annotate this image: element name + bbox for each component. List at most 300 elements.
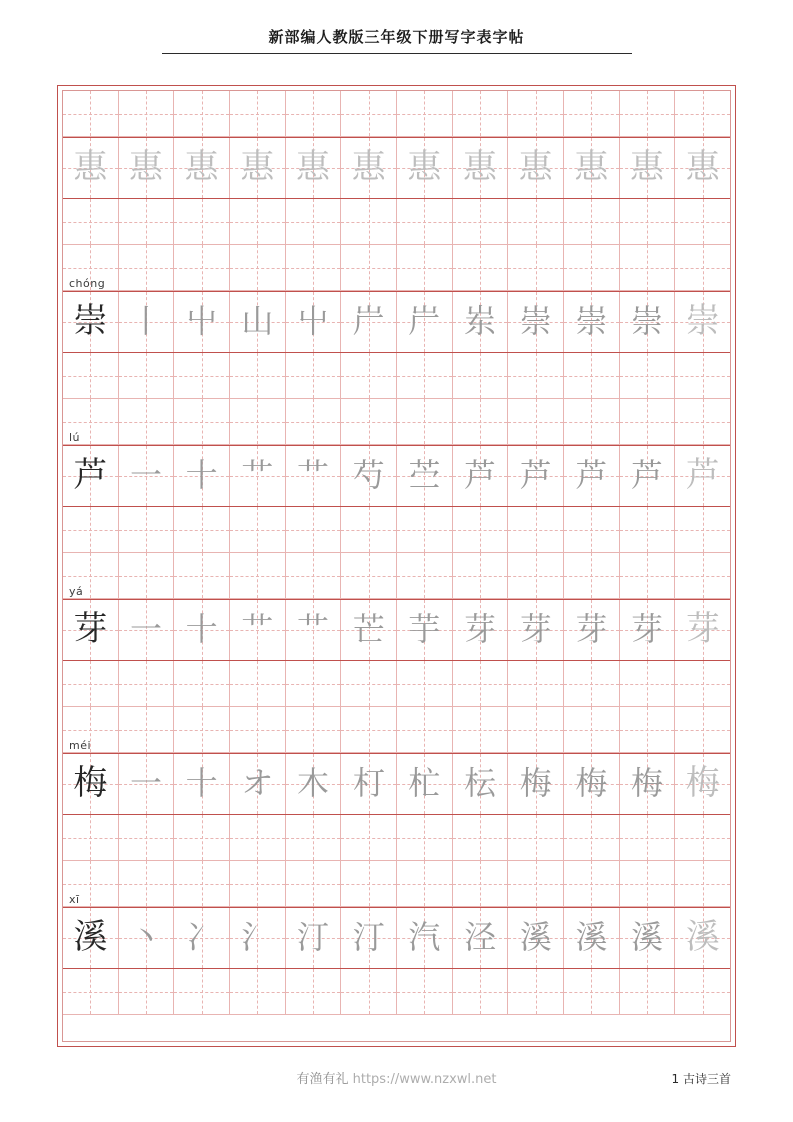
stroke-step-character: 艹 [241,456,274,494]
cell-guide-horizontal [174,576,229,577]
cell-guide-horizontal [564,684,619,685]
cell-guide-horizontal [63,576,118,577]
stroke-step-character: 木 [297,764,330,802]
stroke-step-character: 汽 [408,918,441,956]
cell-guide-horizontal [174,268,229,269]
grid-cell [119,446,175,506]
grid-cell [341,600,397,660]
cell-guide-horizontal [230,114,285,115]
cell-guide-horizontal [63,376,118,377]
grid-cell [564,138,620,198]
cell-guide-horizontal [341,576,396,577]
cell-guide-horizontal [286,530,341,531]
cell-guide-horizontal [508,992,563,993]
cell-guide-horizontal [174,114,229,115]
grid-cell [63,507,119,552]
cell-guide-horizontal [397,268,452,269]
practice-sheet [57,85,736,1047]
page-number-label: 1 古诗三首 [671,1072,731,1086]
cell-guide-horizontal [620,376,675,377]
cell-guide-horizontal [286,268,341,269]
blank-practice-row [63,661,730,707]
grid-cell [286,754,342,814]
cell-guide-horizontal [620,992,675,993]
grid-cell [453,908,509,968]
stroke-step-character: 枟 [464,764,497,802]
cell-guide-horizontal [63,268,118,269]
grid-cell [397,707,453,752]
cell-guide-horizontal [174,992,229,993]
stroke-step-character: 丨 [130,302,163,340]
grid-cell [174,661,230,706]
stroke-step-character: オ [241,764,274,802]
grid-cell [230,245,286,290]
grid-cell [286,353,342,398]
pinyin-label: méi [69,739,92,752]
stroke-step-character: 梅 [631,764,664,802]
grid-cell [63,553,119,598]
pinyin-label: yá [69,585,84,598]
grid-cell [119,600,175,660]
grid-cell [675,707,730,752]
grid-cell [286,199,342,244]
grid-cell [286,815,342,860]
cell-guide-horizontal [286,422,341,423]
cell-guide-horizontal [174,222,229,223]
grid-cell [397,91,453,136]
cell-guide-horizontal [63,838,118,839]
grid-cell [341,661,397,706]
cell-guide-horizontal [119,422,174,423]
cell-guide-horizontal [286,576,341,577]
grid-cell [508,553,564,598]
grid-cell [286,861,342,906]
grid-cell [174,507,230,552]
blank-practice-row [63,199,730,245]
grid-cell [341,199,397,244]
grid-cell [564,245,620,290]
title-underline [162,53,632,54]
stroke-step-character: 泾 [464,918,497,956]
stroke-step-character: 氵 [241,918,274,956]
grid-cell [174,861,230,906]
blank-practice-row [63,399,730,445]
grid-cell [119,507,175,552]
stroke-step-character: 艹 [297,456,330,494]
cell-guide-horizontal [341,376,396,377]
cell-guide-horizontal [397,838,452,839]
grid-cell [286,553,342,598]
stroke-step-character: 惠 [351,147,386,187]
grid-cell [397,600,453,660]
cell-guide-horizontal [397,684,452,685]
grid-cell [174,600,230,660]
cell-guide-horizontal [63,222,118,223]
grid-cell [119,754,175,814]
grid-cell [453,91,509,136]
cell-guide-horizontal [397,222,452,223]
cell-guide-horizontal [230,838,285,839]
cell-guide-horizontal [286,838,341,839]
cell-guide-horizontal [174,730,229,731]
cell-guide-horizontal [675,884,730,885]
cell-guide-horizontal [397,576,452,577]
grid-cell [341,861,397,906]
grid-cell [675,292,730,352]
stroke-step-character: 芽 [685,609,720,649]
blank-practice-row [63,91,730,137]
cell-guide-horizontal [564,376,619,377]
cell-guide-horizontal [63,530,118,531]
grid-cell [453,292,509,352]
grid-cell [620,754,676,814]
grid-cell [119,199,175,244]
grid-cell [620,661,676,706]
cell-guide-horizontal [620,730,675,731]
cell-guide-horizontal [119,268,174,269]
grid-cell [174,707,230,752]
grid-cell [620,707,676,752]
model-character: 芦 [73,455,108,495]
blank-practice-row [63,815,730,861]
grid-cell [174,91,230,136]
cell-guide-horizontal [174,884,229,885]
grid-cell [675,661,730,706]
grid-cell [453,861,509,906]
grid-cell [286,969,342,1014]
grid-cell [397,292,453,352]
blank-practice-row [63,553,730,599]
cell-guide-horizontal [508,576,563,577]
grid-cell [620,815,676,860]
cell-guide-horizontal [230,992,285,993]
character-row [63,445,730,507]
cell-guide-horizontal [675,222,730,223]
grid-cell [397,138,453,198]
blank-practice-row [63,861,730,907]
stroke-step-character: 汀 [297,918,330,956]
grid-cell [508,353,564,398]
grid-cell [341,399,397,444]
grid-cell [286,138,342,198]
cell-guide-horizontal [453,222,508,223]
grid-cell [453,507,509,552]
cell-guide-horizontal [620,838,675,839]
cell-guide-horizontal [675,530,730,531]
stroke-step-character: 一 [130,456,163,494]
cell-guide-horizontal [564,730,619,731]
grid-cell [63,815,119,860]
grid-cell [230,553,286,598]
grid-cell [174,292,230,352]
blank-practice-row [63,969,730,1015]
cell-guide-horizontal [341,730,396,731]
grid-cell [174,245,230,290]
character-block [63,861,730,1015]
cell-guide-horizontal [453,884,508,885]
cell-guide-horizontal [564,992,619,993]
stroke-step-character: 冫 [185,918,218,956]
stroke-step-character: 惠 [518,147,553,187]
cell-guide-horizontal [119,992,174,993]
watermark-left-text: 有渔有礼 [296,1072,353,1087]
grid-cell [508,91,564,136]
cell-guide-horizontal [397,884,452,885]
stroke-step-character: 溪 [631,918,664,956]
grid-cell [508,707,564,752]
grid-cell [119,661,175,706]
stroke-step-character: 芦 [519,456,552,494]
cell-guide-horizontal [508,114,563,115]
grid-cell [341,138,397,198]
grid-cell [508,399,564,444]
grid-cell [397,969,453,1014]
stroke-step-character: 一 [130,610,163,648]
stroke-step-character: 惠 [129,147,163,187]
cell-guide-horizontal [453,376,508,377]
cell-guide-horizontal [397,376,452,377]
grid-cell [564,399,620,444]
cell-guide-horizontal [63,422,118,423]
cell-guide-horizontal [508,838,563,839]
grid-cell [620,861,676,906]
grid-cell [63,600,119,660]
stroke-step-character: 惠 [184,147,219,187]
grid-cell [119,245,175,290]
cell-guide-horizontal [341,530,396,531]
cell-guide-horizontal [564,530,619,531]
cell-guide-horizontal [620,684,675,685]
character-row [63,137,730,199]
grid-cell [508,507,564,552]
cell-guide-horizontal [230,268,285,269]
grid-cell [119,138,175,198]
cell-guide-horizontal [286,684,341,685]
cell-guide-horizontal [564,838,619,839]
grid-cell [341,292,397,352]
cell-guide-horizontal [675,576,730,577]
stroke-step-character: 惠 [407,147,442,187]
stroke-step-character: 崇 [519,302,552,340]
grid-cell [230,908,286,968]
cell-guide-horizontal [174,838,229,839]
grid-cell [230,292,286,352]
grid-cell [63,446,119,506]
grid-cell [453,707,509,752]
grid-cell [453,553,509,598]
grid-cell [675,446,730,506]
cell-guide-horizontal [508,684,563,685]
cell-guide-horizontal [508,730,563,731]
grid-cell [230,707,286,752]
cell-guide-horizontal [230,530,285,531]
grid-cell [230,138,286,198]
grid-cell [397,754,453,814]
character-row [63,753,730,815]
cell-guide-horizontal [341,422,396,423]
cell-guide-horizontal [119,376,174,377]
grid-cell [341,553,397,598]
character-block [63,553,730,707]
cell-guide-horizontal [119,576,174,577]
cell-guide-horizontal [119,884,174,885]
grid-cell [230,353,286,398]
grid-cell [397,199,453,244]
cell-guide-horizontal [174,422,229,423]
grid-cell [564,91,620,136]
stroke-step-character: 惠 [685,147,720,187]
cell-guide-horizontal [453,838,508,839]
grid-cell [564,861,620,906]
grid-cell [119,815,175,860]
stroke-step-character: 崇 [685,301,720,341]
stroke-step-character: 芽 [464,610,497,648]
grid-cell [453,399,509,444]
cell-guide-horizontal [230,684,285,685]
stroke-step-character: 芦 [685,455,720,495]
grid-cell [174,553,230,598]
grid-cell [675,507,730,552]
grid-cell [174,353,230,398]
stroke-step-character: 岽 [464,302,497,340]
grid-cell [508,199,564,244]
grid-cell [341,446,397,506]
character-row [63,291,730,353]
grid-cell [341,707,397,752]
pinyin-label: chóng [69,277,106,290]
model-character: 芽 [73,609,108,649]
cell-guide-horizontal [341,684,396,685]
model-character: 崇 [73,301,108,341]
grid-cell [620,908,676,968]
grid-cell [564,661,620,706]
blank-practice-row [63,507,730,553]
stroke-step-character: 梅 [575,764,608,802]
grid-cell [508,908,564,968]
grid-cell [286,507,342,552]
grid-cell [341,754,397,814]
grid-cell [397,446,453,506]
cell-guide-horizontal [63,730,118,731]
grid-cell [230,661,286,706]
grid-cell [675,969,730,1014]
stroke-step-character: 崇 [575,302,608,340]
model-character: 惠 [73,147,108,187]
cell-guide-horizontal [63,884,118,885]
cell-guide-horizontal [508,268,563,269]
grid-cell [564,908,620,968]
grid-cell [620,600,676,660]
stroke-step-character: 山 [241,302,274,340]
blank-practice-row [63,245,730,291]
character-block [63,707,730,861]
cell-guide-horizontal [564,576,619,577]
grid-cell [453,754,509,814]
cell-guide-horizontal [230,730,285,731]
cell-guide-horizontal [286,114,341,115]
grid-cell [174,199,230,244]
grid-cell [286,292,342,352]
cell-guide-horizontal [341,114,396,115]
grid-cell [620,199,676,244]
page-header [0,26,793,54]
cell-guide-horizontal [230,576,285,577]
grid-cell [508,861,564,906]
stroke-step-character: 屵 [408,302,441,340]
cell-guide-horizontal [453,268,508,269]
grid-cell [508,754,564,814]
cell-guide-horizontal [341,838,396,839]
grid-cell [341,815,397,860]
grid-cell [397,245,453,290]
grid-cell [63,292,119,352]
grid-cell [119,861,175,906]
cell-guide-horizontal [508,884,563,885]
stroke-step-character: 杧 [408,764,441,802]
cell-guide-horizontal [230,222,285,223]
grid-cell [286,399,342,444]
cell-guide-horizontal [397,114,452,115]
grid-cell [508,446,564,506]
grid-cell [675,754,730,814]
grid-cell [620,446,676,506]
grid-cell [675,600,730,660]
grid-cell [230,815,286,860]
blank-practice-row [63,353,730,399]
grid-cell [508,815,564,860]
stroke-step-character: 惠 [240,147,275,187]
cell-guide-horizontal [620,576,675,577]
stroke-step-character: 惠 [574,147,609,187]
grid-cell [63,861,119,906]
grid-cell [564,292,620,352]
grid-cell [397,553,453,598]
grid-cell [620,292,676,352]
cell-guide-horizontal [675,422,730,423]
grid-cell [174,815,230,860]
grid-cell [453,353,509,398]
stroke-step-character: 汀 [352,918,385,956]
cell-guide-horizontal [675,268,730,269]
stroke-step-character: 芽 [519,610,552,648]
grid-cell [675,138,730,198]
grid-cell [230,399,286,444]
stroke-step-character: 苎 [408,456,441,494]
stroke-step-character: 芋 [408,610,441,648]
grid-cell [675,908,730,968]
grid-cell [63,969,119,1014]
cell-guide-horizontal [286,992,341,993]
grid-cell [174,908,230,968]
grid-cell [230,969,286,1014]
cell-guide-horizontal [341,884,396,885]
grid-cell [508,245,564,290]
grid-cell [620,91,676,136]
stroke-step-character: 屮 [185,302,218,340]
grid-cell [63,707,119,752]
grid-cell [397,908,453,968]
cell-guide-horizontal [397,422,452,423]
grid-cell [508,138,564,198]
grid-cell [508,969,564,1014]
cell-guide-horizontal [397,992,452,993]
blank-practice-row [63,707,730,753]
character-block [63,399,730,553]
grid-cell [564,446,620,506]
cell-guide-horizontal [174,684,229,685]
grid-cell [230,507,286,552]
grid-cell [675,353,730,398]
